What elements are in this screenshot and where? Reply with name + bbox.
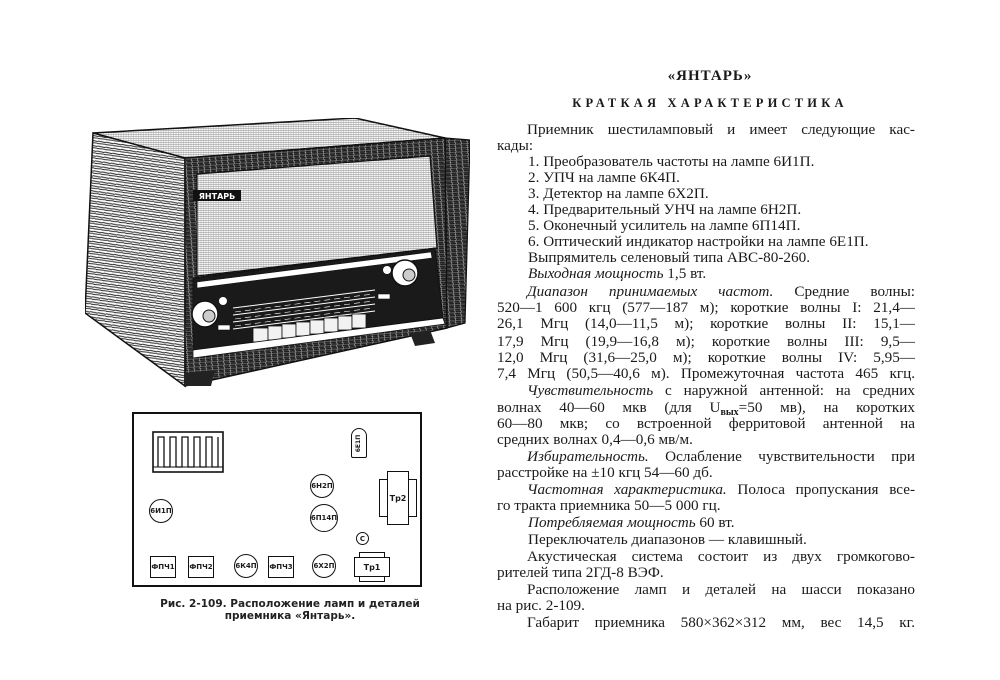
stage-item-5: 5. Оконечный усилитель на лампе 6П14П. xyxy=(528,217,801,234)
freq-response-line-1 xyxy=(527,482,915,498)
freq-range-line-2: 520—1 600 кгц (577—187 м); короткие волны I: 21,4— xyxy=(497,299,915,316)
stage-item-6: 6. Оптический индикатор настройки на лампе 6Е1П. xyxy=(528,233,869,250)
lamp-6k4p: 6К4П xyxy=(234,554,258,578)
freq-range-text: Средние волны: xyxy=(794,283,916,300)
selectivity-text: Ослабление чувствительности при xyxy=(665,448,916,465)
stage-item-3: 3. Детектор на лампе 6Х2П. xyxy=(528,185,709,202)
lamp-6e1p xyxy=(351,428,367,458)
stage-item-1: 1. Преобразователь частоты на лампе 6И1П. xyxy=(528,153,815,170)
acoustic-line-1: Акустическая система состоит из двух громкогово- xyxy=(527,548,915,565)
sensitivity-text: с наружной антенной: на средних xyxy=(664,382,915,399)
filter-fpch2: ФПЧ2 xyxy=(188,556,214,578)
band-switch-line: Переключатель диапазонов — клавишный. xyxy=(528,531,807,548)
freq-response-label: Частотная характеристика. xyxy=(527,481,727,498)
freq-range-label: Диапазон принимаемых частот. xyxy=(527,283,774,300)
freq-range-line-6: 7,4 Мгц (50,5—40,6 м). Промежуточная частота 465 кгц. xyxy=(497,365,915,382)
sensitivity-line-1 xyxy=(527,383,915,399)
power-consumption-value: 60 вт. xyxy=(699,514,735,531)
chassis-layout-diagram xyxy=(132,412,422,587)
selectivity-line-1 xyxy=(527,449,915,465)
radio-illustration xyxy=(85,118,470,388)
variable-capacitor-icon xyxy=(152,431,224,473)
filter-fpch3: ФПЧ3 xyxy=(268,556,294,578)
freq-response-text: Полоса пропускания все- xyxy=(737,481,916,498)
output-power-label: Выходная мощность xyxy=(528,265,664,282)
transformer-label: Тр2 xyxy=(387,471,409,525)
selectivity-label: Избирательность. xyxy=(527,448,649,465)
document-title: «ЯНТАРЬ» xyxy=(667,68,753,84)
intro-line-1: Приемник шестиламповый и имеет следующие кас- xyxy=(527,121,915,138)
layout-line-2: на рис. 2-109. xyxy=(497,597,585,614)
lamp-label: 6Е1П xyxy=(355,434,363,452)
caption-line-1: Рис. 2-109. Расположение ламп и деталей xyxy=(160,598,420,610)
lamp-6i1p: 6И1П xyxy=(149,499,173,523)
dimensions-line: Габарит приемника 580×362×312 мм, вес 14,5 кг. xyxy=(527,614,915,631)
transformer-label: Тр1 xyxy=(354,557,390,577)
capacitor-c: С xyxy=(356,532,369,545)
selectivity-line-2: расстройке на ±10 кгц 54—60 дб. xyxy=(497,464,713,481)
sensitivity-line-3: 60—80 мкв; со встроенной ферритовой антенной на xyxy=(497,415,915,432)
sensitivity-label: Чувствительность xyxy=(527,382,654,399)
caption-line-2: приемника «Янтарь». xyxy=(224,610,356,622)
power-consumption-label: Потребляемая мощность xyxy=(528,514,696,531)
transformer-tr2 xyxy=(379,471,417,525)
figure-caption xyxy=(130,598,450,622)
freq-range-line-3: 26,1 Мгц (14,0—11,5 м); короткие волны II: 15,1— xyxy=(497,315,915,332)
freq-range-line-5: 12,0 Мгц (31,6—25,0 м); короткие волны IV: 5,95— xyxy=(497,349,915,366)
freq-response-line-2: го тракта приемника 50—5 000 гц. xyxy=(497,497,721,514)
output-power-value: 1,5 вт. xyxy=(667,265,707,282)
rectifier-line: Выпрямитель селеновый типа АВС-80-260. xyxy=(528,249,811,266)
lamp-6kh2p: 6Х2П xyxy=(312,554,336,578)
intro-line-2: кады: xyxy=(497,137,534,154)
stage-item-2: 2. УПЧ на лампе 6К4П. xyxy=(528,169,680,186)
lamp-6p14p: 6П14П xyxy=(310,504,338,532)
power-consumption-line xyxy=(528,515,946,531)
section-heading: КРАТКАЯ ХАРАКТЕРИСТИКА xyxy=(572,96,848,110)
sensitivity-line-4: средних волнах 0,4—0,6 мв/м. xyxy=(497,431,693,448)
filter-fpch1: ФПЧ1 xyxy=(150,556,176,578)
acoustic-line-2: рителей типа 2ГД-8 ВЭФ. xyxy=(497,564,664,581)
subscript-vyh: вых xyxy=(720,407,739,418)
sensitivity-text-b: =50 мв), на коротких xyxy=(738,399,916,416)
radio-nameplate: ЯНТАРЬ xyxy=(198,192,236,201)
stage-item-4: 4. Предварительный УНЧ на лампе 6Н2П. xyxy=(528,201,802,218)
transformer-tr1 xyxy=(354,552,390,582)
freq-range-line-4: 17,9 Мгц (19,9—16,8 м); короткие волны III: 9,5— xyxy=(497,333,915,350)
lamp-6n2p: 6Н2П xyxy=(310,474,334,498)
layout-line-1: Расположение ламп и деталей на шасси показано xyxy=(527,581,915,598)
sensitivity-text-a: волнах 40—60 мкв (для U xyxy=(497,399,721,416)
output-power-line xyxy=(528,266,946,282)
freq-range-line-1 xyxy=(527,284,915,300)
